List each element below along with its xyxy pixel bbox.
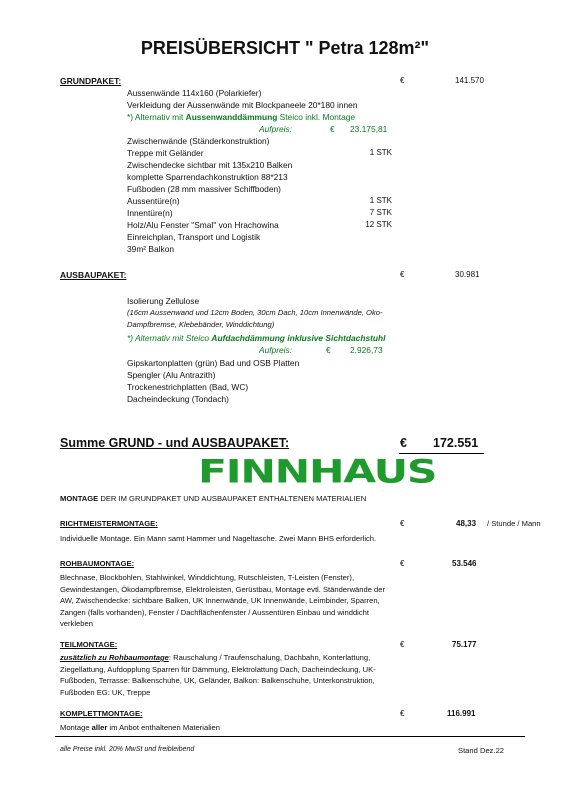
ausbau-aufpreis-label: Aufpreis: — [259, 345, 293, 355]
ausbau-alternative: *) Alternativ mit Steico Aufdachdämmung inklusive Sichtdachstuhl — [127, 333, 386, 343]
komplett-price: 116.991 — [447, 709, 476, 718]
grund-alternative: *) Alternativ mit Aussenwanddämmung Steico inkl. Montage — [127, 112, 356, 122]
ausbau-line: Dacheindeckung (Tondach) — [127, 394, 229, 404]
grund-line: Zwischendecke sichtbar mit 135x210 Balken — [127, 160, 293, 170]
teil-text: zusätzlich zu Rohbaumontage: Rauschalung / Traufenschalung, Dachbahn, Konterlattung, Ziegellattung, Aufdopplung Sparren für Dämmung, Elektrolattung Dach, Dacheindeckung, UK-Fußboden, Terrasse: Balkenschuhe, UK, Geländer, Balkon: Balkenschuhe, Unterkonstruktion, Fußboden EG: UK, Treppe — [60, 653, 376, 697]
grund-line: Aussenwände 114x160 (Polarkiefer) — [127, 88, 262, 98]
ausbau-line: Spengler (Alu Antrazith) — [127, 370, 216, 380]
komplett-currency: € — [400, 709, 405, 718]
ausbaupaket-currency: € — [400, 270, 405, 279]
footer-note: alle Preise inkl. 20% MwSt und freibleibend — [60, 746, 195, 753]
grund-qty: 1 STK — [369, 196, 392, 205]
page-title: PREISÜBERSICHT " Petra 128m²" — [140, 38, 430, 58]
ausbau-aufpreis-value: 2.926,73 — [350, 345, 383, 355]
rohbau-price: 53.546 — [452, 559, 477, 568]
grund-line: Zwischenwände (Ständerkonstruktion) — [127, 136, 270, 146]
grund-line: Fußboden (28 mm massiver Schiffboden) — [127, 184, 281, 194]
ausbau-line: Trockenestrichplatten (Bad, WC) — [127, 382, 249, 392]
richtmeister-currency: € — [400, 519, 405, 528]
summe-value: 172.551 — [433, 436, 479, 450]
grund-qty: 7 STK — [369, 208, 392, 217]
richtmeister-heading: RICHTMEISTERMONTAGE: — [60, 519, 158, 528]
bottom-divider — [55, 736, 525, 737]
grund-line: Verkleidung der Aussenwände mit Blockpaneele 20*180 innen — [127, 100, 358, 110]
grund-qty: 12 STK — [365, 220, 392, 229]
teil-price: 75.177 — [452, 640, 477, 649]
rohbau-currency: € — [400, 559, 405, 568]
ausbau-aufpreis-currency: € — [326, 345, 331, 355]
ausbaupaket-price: 30.981 — [455, 270, 480, 279]
grund-line: 39m² Balkon — [127, 244, 175, 254]
grund-aufpreis-currency: € — [330, 124, 335, 134]
ausbau-isolierung: Isolierung Zellulose — [127, 296, 200, 306]
teil-currency: € — [400, 640, 405, 649]
grund-line: Treppe mit Geländer — [127, 148, 204, 158]
grundpaket-heading: GRUNDPAKET: — [60, 76, 122, 86]
grund-line: Holz/Alu Fenster "Smal" von Hrachowina — [127, 220, 279, 230]
grund-aufpreis-value: 23.175,81 — [350, 124, 388, 134]
teil-heading: TEILMONTAGE: — [60, 640, 118, 649]
grund-qty: 1 STK — [369, 148, 392, 157]
grundpaket-price: 141.570 — [455, 76, 484, 85]
ausbaupaket-heading: AUSBAUPAKET: — [60, 270, 127, 280]
grund-line: Einreichplan, Transport und Logistik — [127, 232, 261, 242]
komplett-text: Montage aller im Anbot enthaltenen Materialien — [60, 723, 221, 732]
montage-intro: MONTAGE DER IM GRUNDPAKET UND AUSBAUPAKET ENTHALTENEN MATERIALIEN — [60, 494, 367, 503]
richtmeister-unit: / Stunde / Mann — [487, 519, 541, 528]
grund-aufpreis-label: Aufpreis: — [259, 124, 293, 134]
komplett-heading: KOMPLETTMONTAGE: — [60, 709, 143, 718]
ausbau-isolierung-detail: (16cm Aussenwand und 12cm Boden, 30cm Dach, 10cm Innenwände, Oko- — [127, 308, 383, 317]
summe-currency: € — [400, 436, 407, 450]
ausbau-isolierung-detail: Dampfbremse, Klebebänder, Winddichtung) — [127, 320, 275, 329]
richtmeister-price: 48,33 — [456, 519, 477, 528]
rohbau-text: Blechnase, Blockbohlen, Stahlwinkel, Winddichtung, Rutschleisten, T-Leisten (Fenster), Gewindestangen, Ökodampfbremse, Elektroleisten, Gerüstbau, Montage evtl. Ständerwände der AW, Zwischendecke: sichtbare Balken, UK Innenwände, UK Innenwände, Leimbinder, Sparren, Zangen (falls vorhanden), Fenster / Dachflächenfenster / Aussentüren Einbau und winddicht verkleben — [60, 573, 386, 628]
grundpaket-currency: € — [400, 76, 405, 85]
grund-line: Aussentüre(n) — [127, 196, 180, 206]
summe-label: Summe GRUND - und AUSBAUPAKET: — [60, 436, 290, 450]
grund-line: komplette Sparrendachkonstruktion 88*213 — [127, 172, 288, 182]
finnhaus-logo: FINNHAUS — [198, 453, 437, 491]
richtmeister-text: Individuelle Montage. Ein Mann samt Hammer und Nageltasche. Zwei Mann BHS erforderlich. — [60, 534, 377, 543]
rohbau-heading: ROHBAUMONTAGE: — [60, 559, 135, 568]
ausbau-line: Gipskartonplatten (grün) Bad und OSB Platten — [127, 358, 300, 368]
footer-stand: Stand Dez.22 — [458, 746, 505, 755]
grund-line: Innentüre(n) — [127, 208, 173, 218]
